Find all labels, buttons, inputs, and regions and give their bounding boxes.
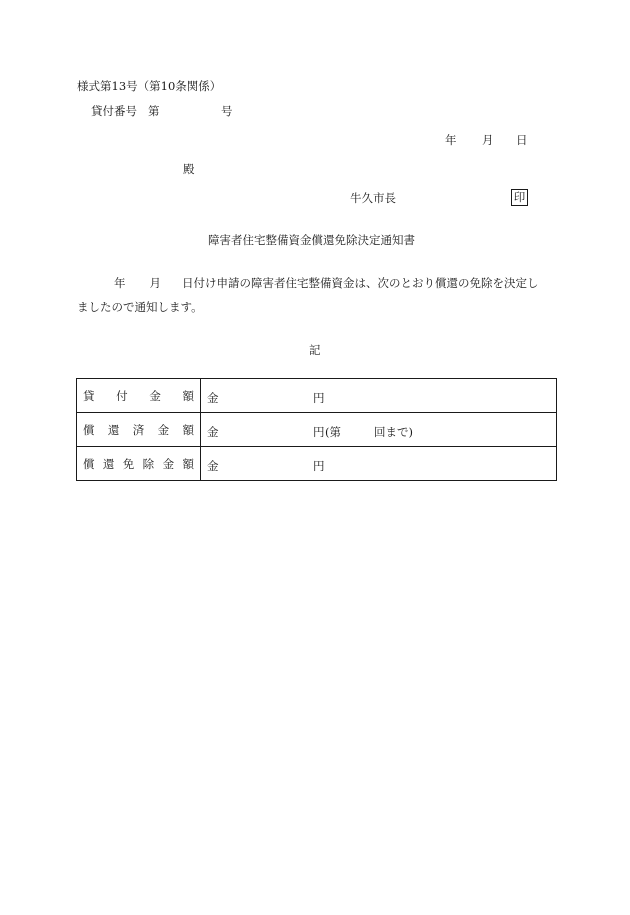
date-day-label: 日	[516, 133, 528, 147]
date-year-label: 年	[445, 133, 457, 147]
addressee-honorific: 殿	[183, 162, 195, 176]
loan-number-label: 貸付番号	[91, 104, 137, 118]
table-row-loan-amount	[77, 379, 557, 413]
ki-heading: 記	[309, 343, 321, 357]
loan-amount-label: 貸 付 金 額	[83, 388, 194, 403]
loan-number-suffix: 号	[221, 104, 233, 118]
exempted-amount-label: 償 還 免 除 金 額	[83, 456, 194, 471]
body-month-label: 月	[149, 276, 161, 290]
form-number-label: 様式第13号（第10条関係）	[77, 79, 222, 93]
date-month-label: 月	[482, 133, 494, 147]
repaid-amount-label: 償 還 済 金 額	[83, 422, 194, 437]
body-paragraph-line1	[77, 278, 555, 290]
loan-amount-value: 金 円	[201, 379, 557, 413]
repaid-amount-value: 金 円 (第 回まで)	[201, 413, 557, 447]
loan-number-prefix: 第	[148, 104, 160, 118]
body-paragraph-line2: ましたので通知します。	[77, 300, 203, 314]
table-row-repaid-amount	[77, 413, 557, 447]
body-text: 日付け申請の障害者住宅整備資金は、次のとおり償還の免除を決定し	[182, 276, 539, 290]
document-title: 障害者住宅整備資金償還免除決定通知書	[208, 233, 415, 247]
body-year-label: 年	[114, 276, 126, 290]
exempted-amount-value: 金 円	[201, 447, 557, 481]
issuer-name: 牛久市長	[350, 191, 396, 205]
table-row-exempted-amount	[77, 447, 557, 481]
seal-stamp: 印	[511, 189, 528, 206]
amounts-table	[76, 378, 557, 481]
